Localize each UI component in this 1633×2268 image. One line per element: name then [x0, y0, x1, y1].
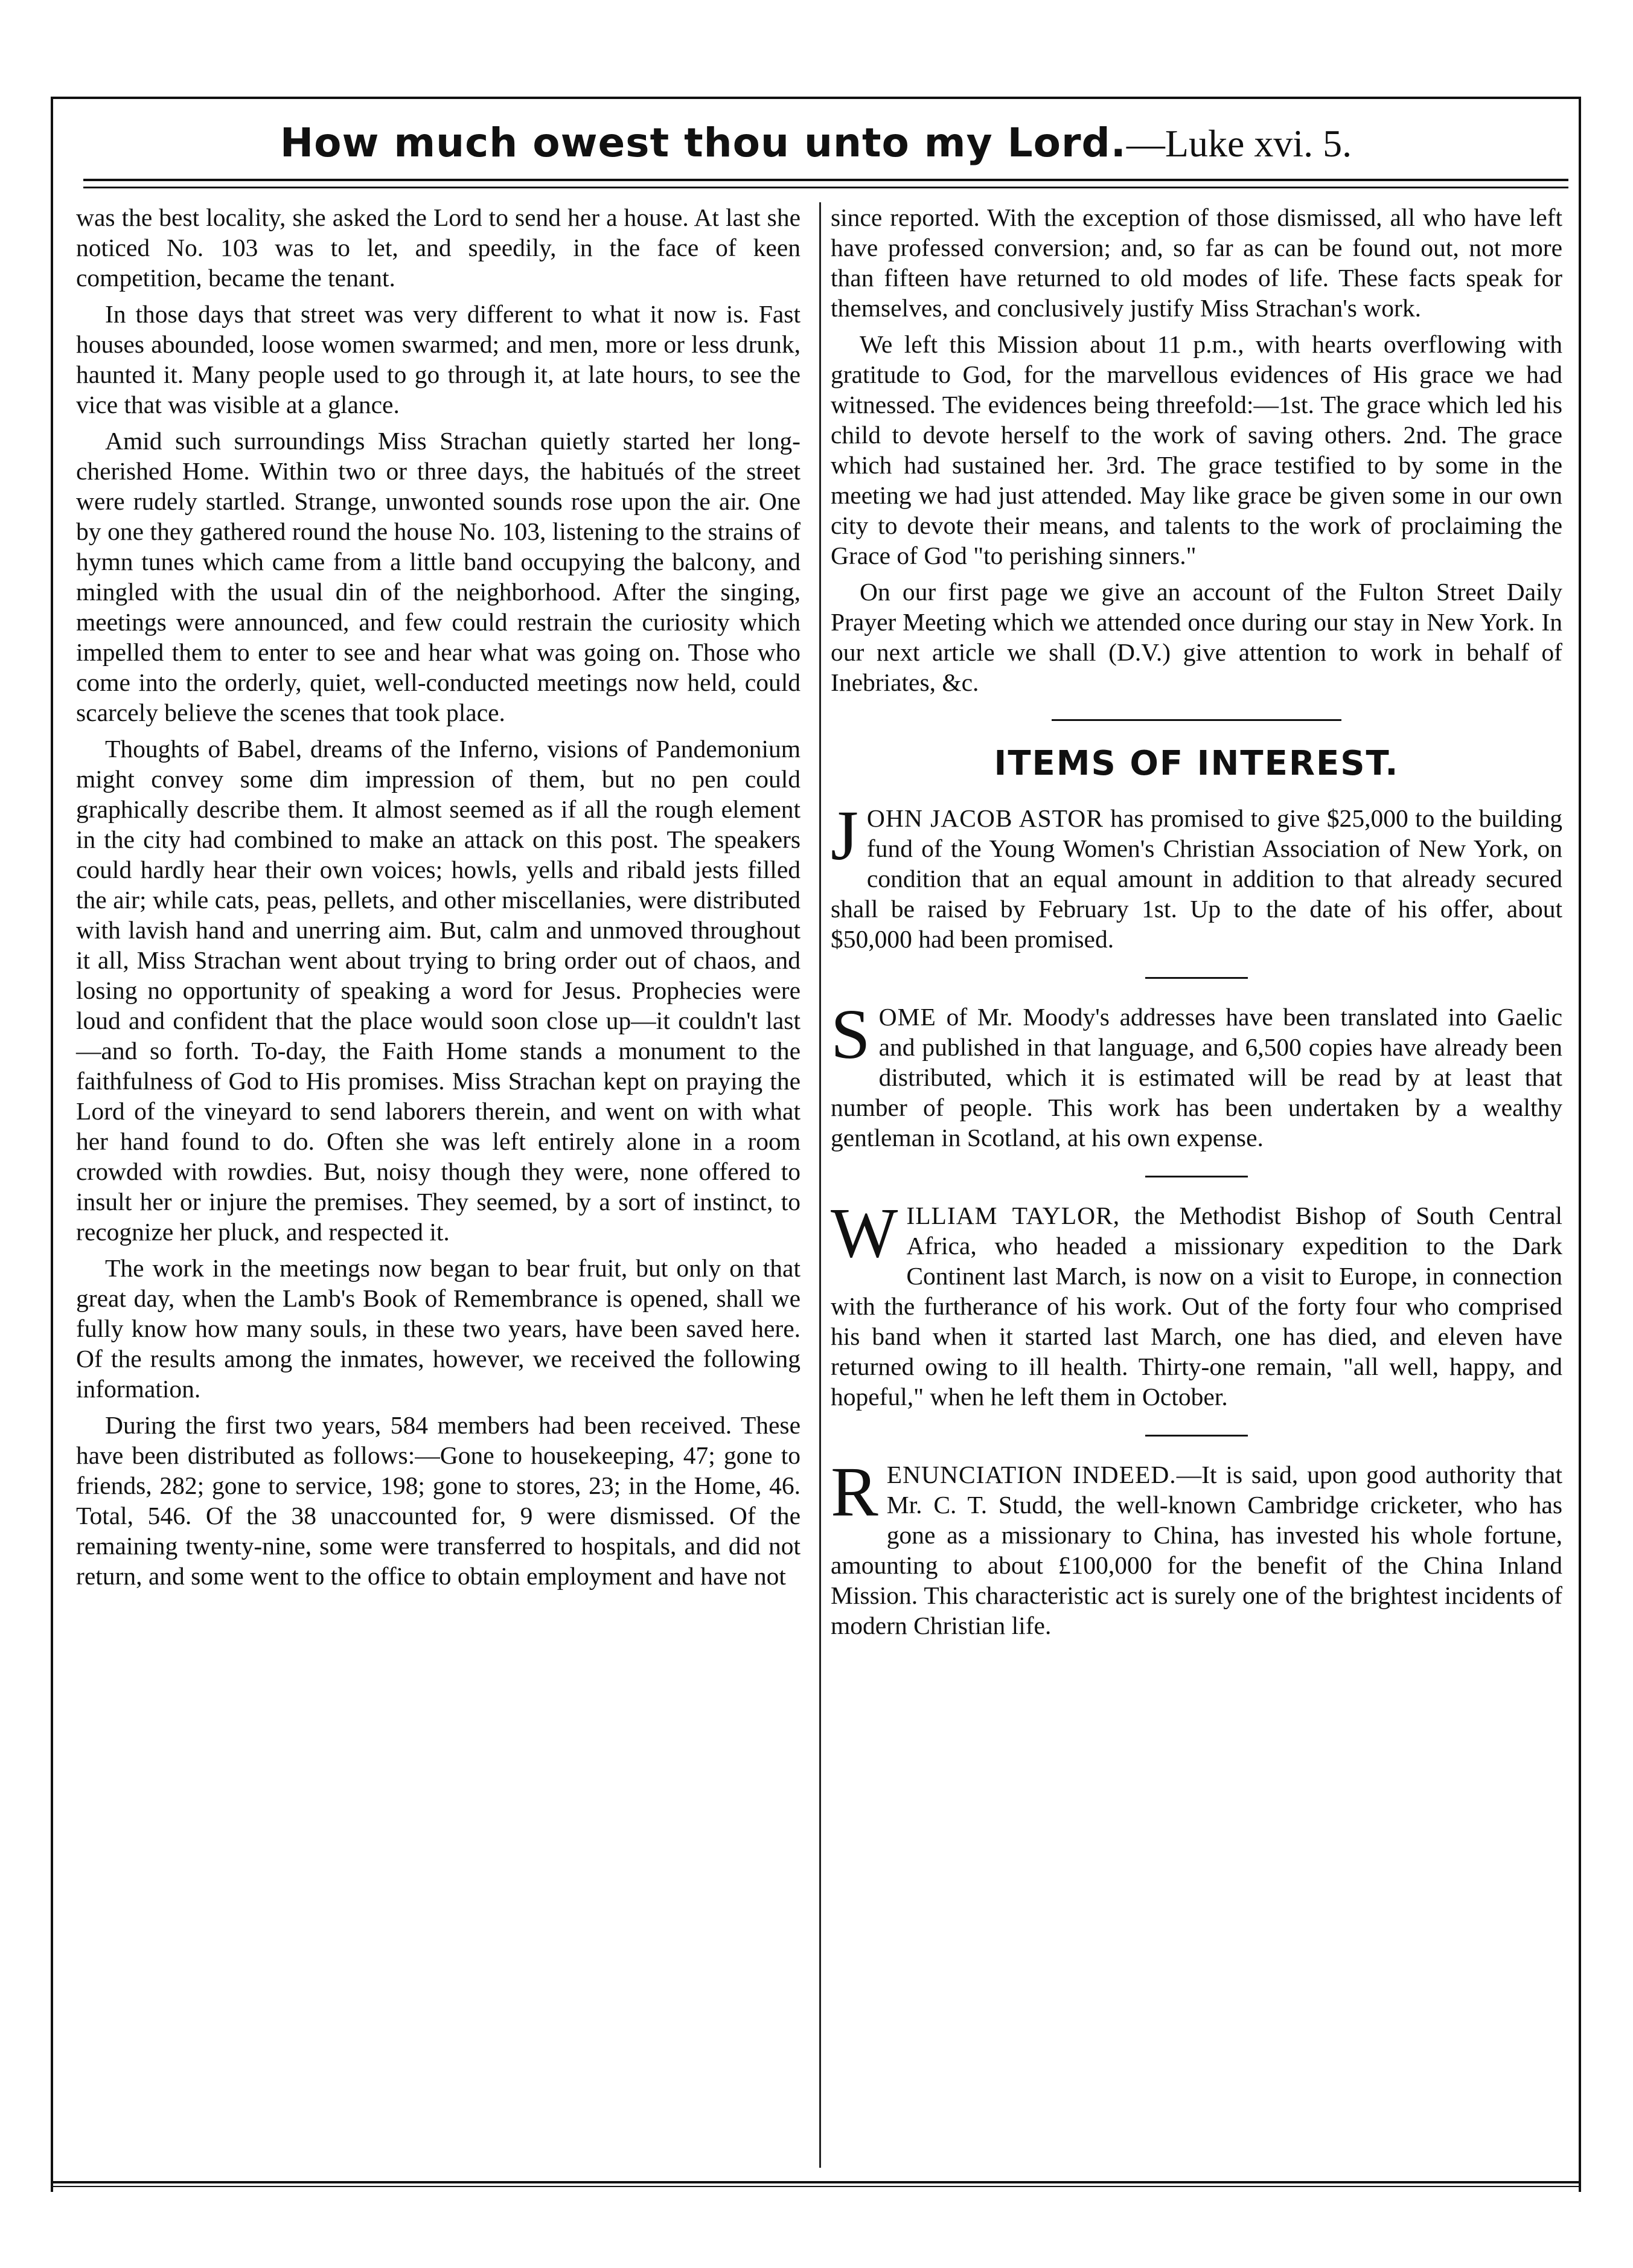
item-text: the Methodist Bishop of South Central Africa, who headed a missionary expedition to the Dark Continent last March, is now on a visit to Europe, in connection with the furtherance of his work. Out of the forty four who comprised his band when it started last March, one has died, and eleven have returned owing to ill health. Thirty-one remain, "all well, happy, and hopeful," when he left them in October.: [831, 1202, 1563, 1411]
item-lead: ILLIAM TAYLOR,: [906, 1202, 1120, 1229]
item-lead: ENUNCIATION INDEED.: [886, 1461, 1177, 1488]
item-text: has promised to give $25,000 to the building fund of the Young Women's Christian Association of New York, on condition that an equal amount in addition to that already secured shall be raised by February 1st. Up to the date of his offer, about $50,000 had been promised.: [831, 804, 1563, 953]
drop-cap: S: [831, 995, 871, 1074]
paragraph: In those days that street was very different to what it now is. Fast houses abounded, loose women swarmed; and men, more or less drunk, haunted it. Many people used to go through it, at late hours, to see the vice that was visible at a glance.: [76, 300, 801, 418]
column-divider: [819, 202, 821, 2168]
drop-cap: R: [831, 1452, 878, 1531]
items-heading: ITEMS OF INTEREST.: [994, 744, 1399, 783]
header-reference: —Luke xvi. 5.: [1126, 122, 1352, 165]
paragraph: was the best locality, she asked the Lord to send her a house. At last she noticed No. 103 was to let, and speedily, in the face of keen competition, became the tenant.: [76, 203, 801, 292]
left-column: [76, 202, 801, 1597]
paragraph: During the first two years, 584 members had been received. These have been distributed as follows:—Gone to housekeeping, 47; gone to friends, 282; gone to service, 198; gone to stores, 23; in the Home, 46. Total, 546. Of the 38 unaccounted for, 9 were dismissed. Of the remaining twenty-nine, some were transferred to hospitals, and did not return, and some went to the office to obtain employment and have not: [76, 1411, 801, 1590]
news-item: [831, 1193, 1563, 1412]
header-title: How much owest thou unto my Lord.: [280, 120, 1126, 166]
footer-rule: [51, 2181, 1581, 2187]
item-separator: [1145, 1435, 1248, 1437]
news-item: [831, 1452, 1562, 1641]
header-rule: [83, 179, 1568, 188]
section-rule: [1052, 719, 1341, 721]
right-column: [831, 202, 1562, 1641]
drop-cap: J: [831, 796, 858, 875]
item-text: —It is said, upon good authority that Mr. C. T. Studd, the well-known Cambridge cricketer, who has gone as a missionary to China, has invested his whole fortune, amounting to about £100,000 for the benefit of the China Inland Mission. This characteristic act is surely one of the brightest incidents of modern Christian life.: [831, 1461, 1562, 1639]
item-lead: OME: [878, 1003, 936, 1031]
paragraph: Amid such surroundings Miss Strachan quietly started her long-cherished Home. Within two or three days, the habitués of the street were rudely startled. Strange, unwonted sounds rose upon the air. One by one they gathered round the house No. 103, listening to the strains of hymn tunes which came from a little band occupying the balcony, and mingled with the usual din of the neighborhood. After the singing, meetings were announced, and few could restrain the curiosity which impelled them to enter to see and hear what was going on. Those who come into the orderly, quiet, well-conducted meetings now held, could scarcely believe the scenes that took place.: [76, 427, 801, 726]
item-separator: [1145, 977, 1248, 979]
paragraph: On our first page we give an account of the Fulton Street Daily Prayer Meeting which we attended once during our stay in New York. In our next article we shall (D.V.) give attention to work in behalf of Inebriates, &c.: [831, 578, 1562, 696]
paragraph: Thoughts of Babel, dreams of the Inferno, visions of Pandemonium might convey some dim impression of them, but no pen could graphically describe them. It almost seemed as if all the rough element in the city had combined to make an attack on this post. The speakers could hardly hear their own voices; howls, yells and ribald jests filled the air; while cats, peas, pellets, and other miscellanies, were distributed with lavish hand and unerring aim. But, calm and unmoved throughout it all, Miss Strachan went about trying to bring order out of chaos, and losing no opportunity of speaking a word for Jesus. Prophecies were loud and confident that the place would soon close up—it couldn't last—and so forth. To-day, the Faith Home stands a monument to the faithfulness of God to His promises. Miss Strachan kept on praying the Lord of the vineyard to send laborers therein, and went on with what her hand found to do. Often she was left entirely alone in a room crowded with rowdies. But, noisy though they were, none offered to insult her or injure the premises. They seemed, by a sort of instinct, to recognize her pluck, and respected it.: [76, 735, 801, 1246]
paragraph: We left this Mission about 11 p.m., with hearts overflowing with gratitude to God, for the marvellous evidences of His grace we had witnessed. The evidences being threefold:—1st. The grace which led his child to devote herself to the work of saving others. 2nd. The grace which had sustained her. 3rd. The grace testified to by some in the meeting we had just attended. May like grace be given some in our own city to devote their means, and talents to the work of proclaiming the Grace of God "to perishing sinners.": [831, 330, 1562, 569]
item-separator: [1145, 1176, 1248, 1177]
paragraph: since reported. With the exception of those dismissed, all who have left have professed conversion; and, so far as can be found out, not more than fifteen have returned to old modes of life. These facts speak for themselves, and conclusively justify Miss Strachan's work.: [831, 203, 1562, 322]
drop-cap: W: [831, 1193, 898, 1272]
item-text: of Mr. Moody's addresses have been translated into Gaelic and published in that language, and 6,500 copies have already been distributed, which it is estimated will be read by at least that number of people. This work has been undertaken by a wealthy gentleman in Scotland, at his own expense.: [831, 1003, 1562, 1152]
item-lead: OHN JACOB ASTOR: [866, 804, 1104, 832]
news-item: [831, 796, 1563, 954]
paragraph: The work in the meetings now began to bear fruit, but only on that great day, when the Lamb's Book of Remembrance is opened, shall we fully know how many souls, in these two years, have been saved here. Of the results among the inmates, however, we received the following information.: [76, 1254, 801, 1403]
page-header: [51, 110, 1581, 176]
news-item: [831, 995, 1562, 1153]
